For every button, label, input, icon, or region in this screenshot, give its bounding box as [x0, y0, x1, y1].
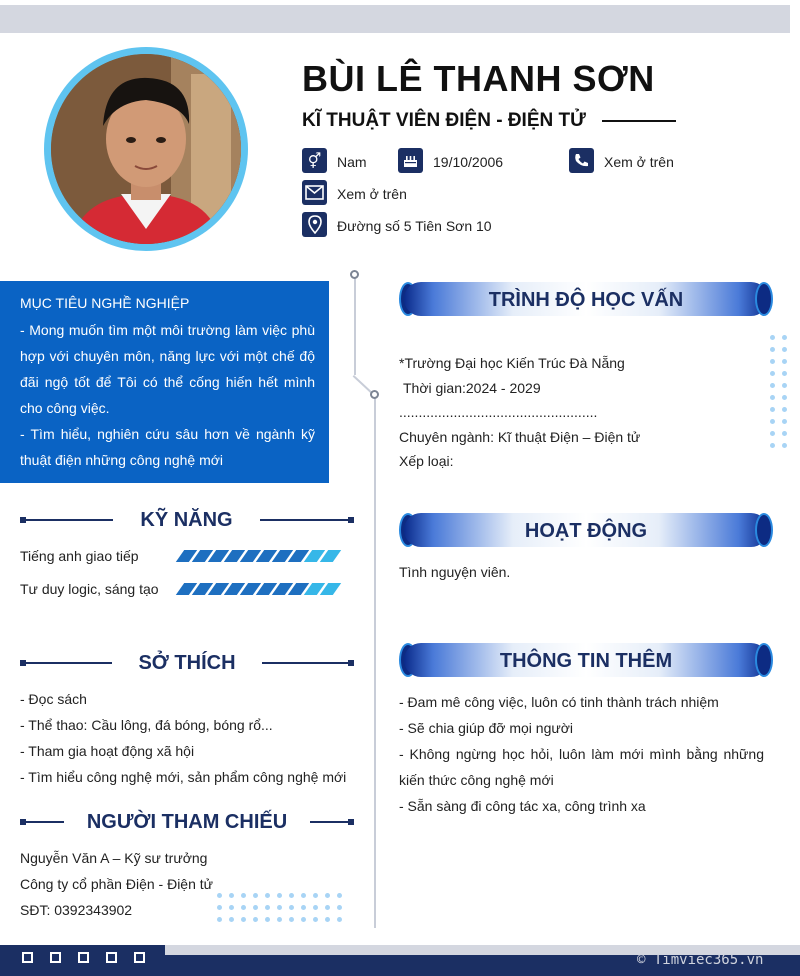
education-title: TRÌNH ĐỘ HỌC VẤN	[488, 289, 684, 311]
career-objective-box	[0, 281, 329, 483]
list-item: - Sẵn sàng đi công tác xa, công trình xa	[399, 798, 646, 814]
section-line-left	[20, 662, 112, 664]
address-value: Đường số 5 Tiên Sơn 10	[337, 218, 492, 234]
education-school: *Trường Đại học Kiến Trúc Đà Nẵng	[399, 355, 625, 371]
title-divider	[602, 120, 676, 122]
activities-title: HOẠT ĐỘNG	[524, 520, 648, 542]
references-title: NGƯỜI THAM CHIẾU	[86, 811, 288, 833]
list-item: - Không ngừng học hỏi, luôn làm mới mình bằng những kiến thức công nghệ mới	[399, 746, 764, 788]
education-separator: ...................................................	[399, 404, 598, 420]
section-line-right	[262, 662, 354, 664]
skill-level-bar	[180, 583, 337, 595]
section-marker	[348, 517, 354, 523]
list-item: - Thể thao: Cầu lông, đá bóng, bóng rổ...	[20, 717, 273, 733]
skill-level-bar	[180, 550, 337, 562]
timeline-dot-mid	[370, 390, 379, 399]
email-icon	[302, 180, 327, 205]
footer-square	[78, 952, 89, 963]
phone-icon	[569, 148, 594, 173]
reference-line: Công ty cổ phần Điện - Điện tử	[20, 876, 214, 892]
footer-squares	[22, 952, 145, 963]
avatar	[51, 54, 241, 244]
footer-square	[50, 952, 61, 963]
skills-title: KỸ NĂNG	[140, 509, 233, 531]
watermark: © Timviec365.vn	[637, 952, 764, 968]
list-item: - Tham gia hoạt động xã hội	[20, 743, 195, 759]
skill-label: Tiếng anh giao tiếp	[20, 548, 139, 564]
birthday-cake-icon	[398, 148, 423, 173]
gender-value: Nam	[337, 154, 367, 170]
education-details	[399, 351, 764, 474]
additional-info-list	[399, 689, 764, 819]
footer-square	[106, 952, 117, 963]
section-line-left	[20, 821, 64, 823]
hobbies-title: SỞ THÍCH	[138, 652, 236, 674]
section-marker	[348, 660, 354, 666]
footer-square	[22, 952, 33, 963]
objective-text-2: - Tìm hiểu, nghiên cứu sâu hơn về ngành kỹ thuật điện những công nghệ mới	[20, 426, 315, 468]
reference-line: SĐT: 0392343902	[20, 902, 133, 918]
list-item: - Đọc sách	[20, 691, 87, 707]
section-marker	[348, 819, 354, 825]
list-item: - Tìm hiểu công nghệ mới, sản phẩm công nghệ mới	[20, 769, 347, 785]
birthdate-value: 19/10/2006	[433, 154, 504, 170]
footer-square	[134, 952, 145, 963]
gender-icon: ⚥	[302, 148, 327, 173]
education-major: Chuyên ngành: Kĩ thuật Điện – Điện tử	[399, 428, 641, 445]
job-title: KĨ THUẬT VIÊN ĐIỆN - ĐIỆN TỬ	[302, 110, 586, 131]
skill-label: Tư duy logic, sáng tạo	[20, 581, 159, 597]
top-bar	[0, 5, 790, 33]
decorative-dot-grid	[770, 335, 787, 448]
section-line-right	[260, 519, 354, 521]
reference-line: Nguyễn Văn A – Kỹ sư trưởng	[20, 850, 208, 866]
location-icon	[302, 212, 327, 237]
list-item: - Sẽ chia giúp đỡ mọi người	[399, 720, 574, 736]
activities-text: Tình nguyện viên.	[399, 564, 511, 580]
objective-text: - Mong muốn tìm một môi trường làm việc phù hợp với chuyên môn, năng lực với một chế độ đãi ngộ tốt để Tôi có thể cống hiến hết mình cho công việc.	[20, 322, 315, 416]
phone-value: Xem ở trên	[604, 154, 674, 170]
hobby-list	[20, 686, 360, 790]
timeline-line-top	[354, 275, 356, 375]
additional-info-title: THÔNG TIN THÊM	[499, 650, 673, 672]
timeline-line	[374, 394, 376, 928]
decorative-dot-grid	[217, 893, 342, 922]
timeline-dot-top	[350, 270, 359, 279]
education-period: Thời gian:2024 - 2029	[403, 379, 541, 396]
objective-heading: MỤC TIÊU NGHỀ NGHIỆP	[20, 295, 190, 311]
email-value: Xem ở trên	[337, 186, 407, 202]
education-grade: Xếp loại:	[399, 453, 454, 469]
section-line-left	[20, 519, 113, 521]
candidate-name: BÙI LÊ THANH SƠN	[302, 58, 655, 99]
list-item: - Đam mê công việc, luôn có tinh thành trách nhiệm	[399, 694, 719, 710]
